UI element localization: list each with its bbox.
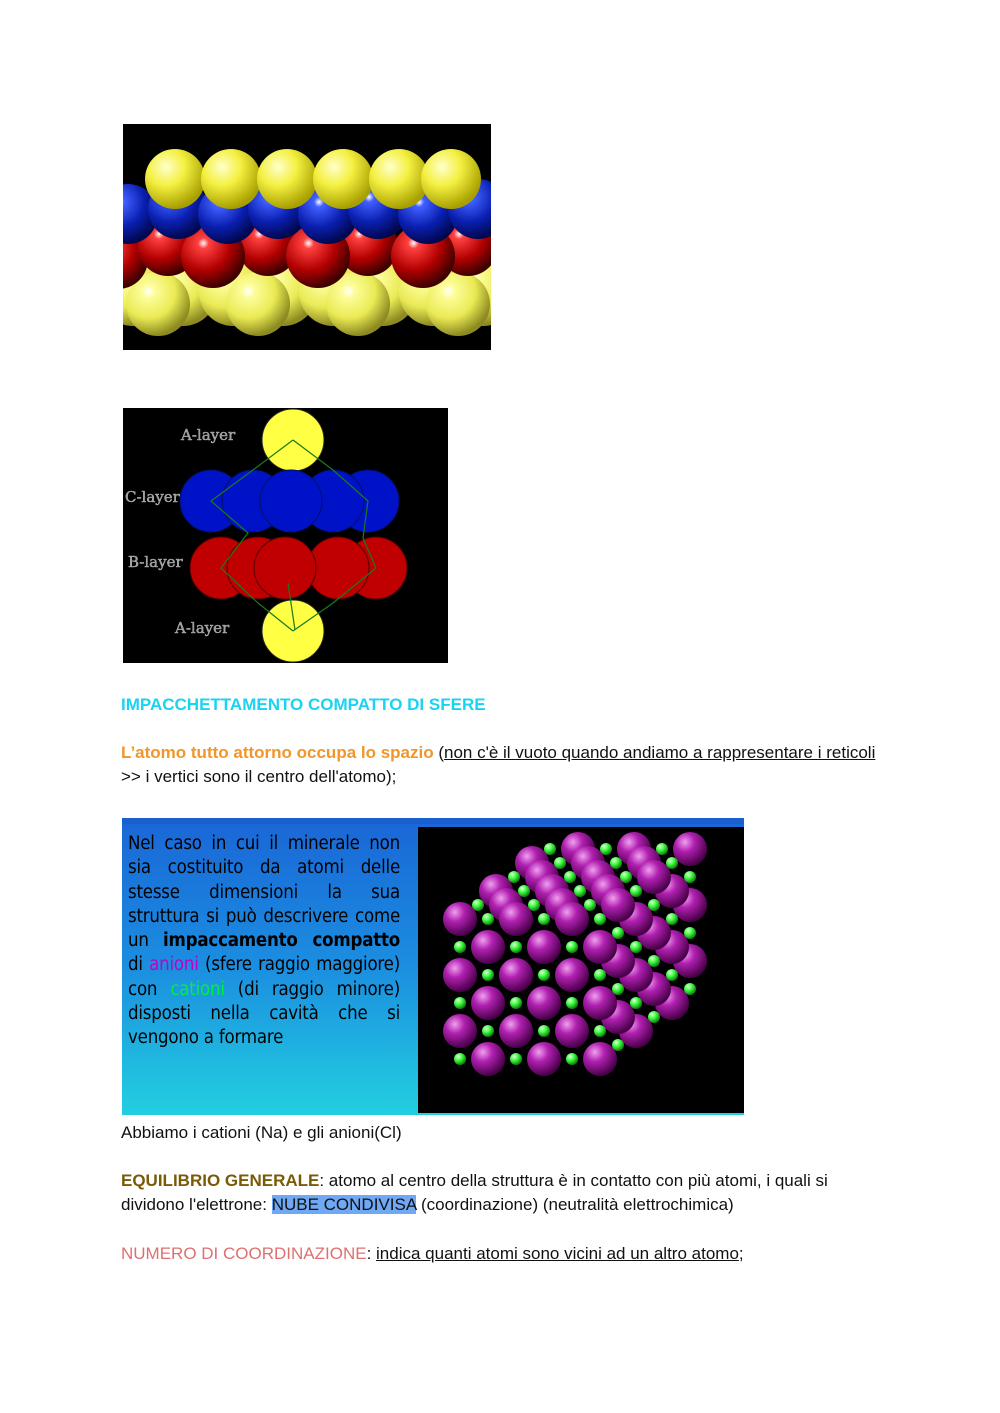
layer-stacking-illustration xyxy=(123,408,448,663)
anion-sphere xyxy=(555,958,589,992)
equilibrium-rest: (coordinazione) (neutralità elettrochimica) xyxy=(416,1195,734,1214)
slide-text-anioni: anioni xyxy=(149,954,199,976)
anion-sphere xyxy=(673,832,707,866)
atom-underlined-note: non c'è il vuoto quando andiamo a rappresentare i reticoli xyxy=(444,743,876,762)
anion-sphere xyxy=(527,930,561,964)
layer-stacking-figure xyxy=(123,408,448,663)
nacl-crystal-image xyxy=(418,827,744,1113)
cation-sphere xyxy=(566,1053,578,1065)
anion-sphere xyxy=(583,930,617,964)
anion-sphere xyxy=(583,1042,617,1076)
coordination-end: ; xyxy=(738,1244,744,1263)
coordination-lead: NUMERO DI COORDINAZIONE xyxy=(121,1244,367,1263)
atom-paragraph xyxy=(121,741,881,789)
section-title: IMPACCHETTAMENTO COMPATTO DI SFERE xyxy=(121,695,486,714)
coordination-definition: indica quanti atomi sono vicini ad un altro atomo xyxy=(376,1244,739,1263)
equilibrium-text: : atomo al centro della struttura è in contatto con più atomi, i quali si dividono l'elettrone: xyxy=(121,1171,828,1214)
anion-sphere xyxy=(443,1014,477,1048)
cation-sphere xyxy=(482,913,494,925)
coordination-colon: : xyxy=(366,1244,377,1263)
cation-sphere xyxy=(510,1053,522,1065)
cation-sphere xyxy=(482,1025,494,1037)
cation-sphere xyxy=(594,1025,606,1037)
anion-sphere xyxy=(499,902,533,936)
equilibrium-paragraph xyxy=(121,1169,881,1217)
figure-caption: Abbiamo i cationi (Na) e gli anioni(Cl) xyxy=(121,1123,402,1142)
cation-sphere xyxy=(538,913,550,925)
slide-text xyxy=(128,832,400,1051)
cation-sphere xyxy=(510,941,522,953)
slide-text-bold: impaccamento compatto xyxy=(163,930,400,952)
layer-label-a-top: A-layer xyxy=(181,426,236,444)
cation-sphere xyxy=(454,941,466,953)
anion-sphere xyxy=(527,986,561,1020)
cation-sphere xyxy=(454,997,466,1009)
highlighted-term: NUBE CONDIVISA xyxy=(271,1195,417,1214)
cation-sphere xyxy=(594,969,606,981)
slide-text-part1: Nel caso in cui il minerale non sia costituito da atomi delle stesse dimensioni la sua struttura si può descrivere come un xyxy=(128,833,400,952)
anion-sphere xyxy=(527,1042,561,1076)
anion-sphere xyxy=(443,902,477,936)
slide-text-cationi: cationi xyxy=(170,978,225,1000)
atom-rest: >> i vertici sono il centro dell'atomo); xyxy=(121,767,397,786)
coordination-paragraph xyxy=(121,1242,881,1266)
cation-sphere xyxy=(594,913,606,925)
equilibrium-lead: EQUILIBRIO GENERALE xyxy=(121,1171,320,1190)
sphere-layers-figure xyxy=(123,124,491,350)
atom-lead: L’atomo tutto attorno occupa lo spazio xyxy=(121,743,434,762)
cation-sphere xyxy=(566,941,578,953)
anion-sphere xyxy=(443,958,477,992)
sphere-layers-illustration xyxy=(123,124,491,350)
c-layer-spheres xyxy=(180,470,399,532)
anion-sphere xyxy=(471,1042,505,1076)
anion-sphere xyxy=(637,860,671,894)
close-packing-slide xyxy=(122,818,744,1115)
cation-sphere xyxy=(510,997,522,1009)
crystal-spheres xyxy=(418,827,744,1113)
anion-sphere xyxy=(471,986,505,1020)
anion-sphere xyxy=(555,902,589,936)
cation-sphere xyxy=(566,997,578,1009)
slide-text-part3: (sfere raggio maggiore) con xyxy=(128,954,400,1000)
anion-sphere xyxy=(471,930,505,964)
layer-label-c: C-layer xyxy=(125,488,180,506)
layer-label-a-bottom: A-layer xyxy=(175,619,230,637)
cation-sphere xyxy=(482,969,494,981)
slide-text-part4: (di raggio minore) disposti nella cavità che si vengono a formare xyxy=(128,978,400,1049)
anion-sphere xyxy=(499,958,533,992)
slide-text-part2: di xyxy=(128,954,143,976)
layer-label-b: B-layer xyxy=(128,553,183,571)
anion-sphere xyxy=(555,1014,589,1048)
anion-sphere xyxy=(499,1014,533,1048)
cation-sphere xyxy=(454,1053,466,1065)
cation-sphere xyxy=(538,969,550,981)
anion-sphere xyxy=(601,888,635,922)
b-layer-spheres xyxy=(190,537,407,599)
atom-open: ( xyxy=(433,743,444,762)
anion-sphere xyxy=(583,986,617,1020)
slide-top-stripe xyxy=(122,818,744,824)
cation-sphere xyxy=(538,1025,550,1037)
